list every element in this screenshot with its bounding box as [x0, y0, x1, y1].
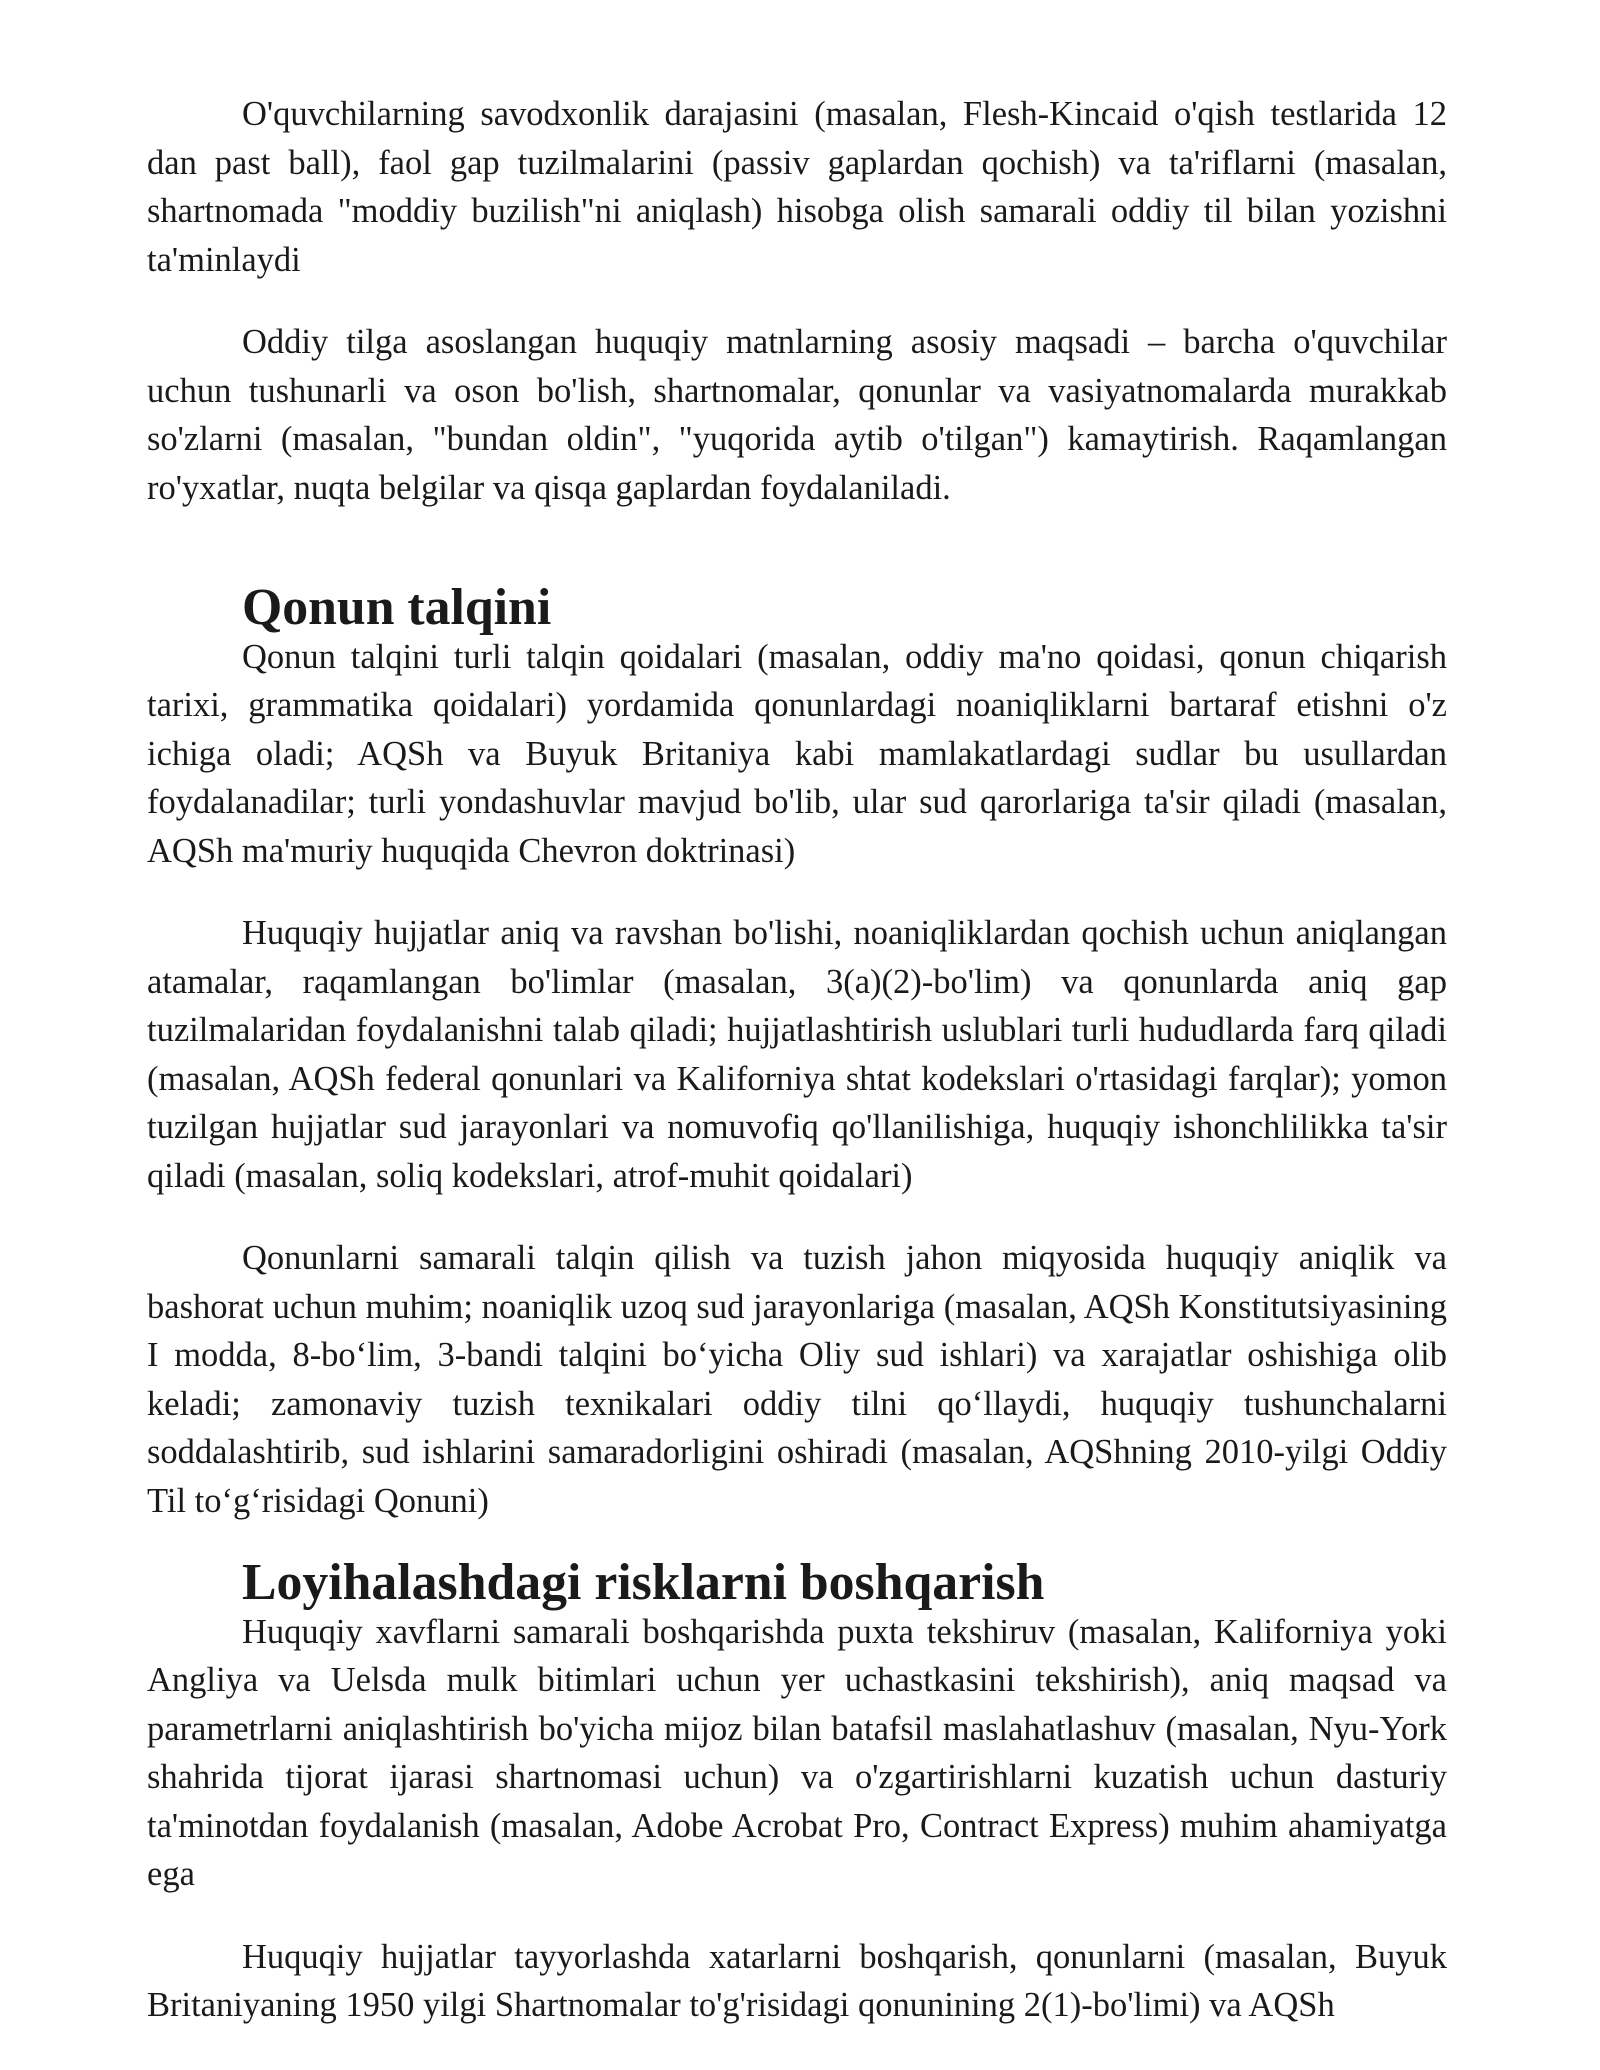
body-paragraph: Qonunlarni samarali talqin qilish va tuzish jahon miqyosida huquqiy aniqlik va bashorat uchun muhim; noaniqlik uzoq sud jarayonlariga (masalan, AQSh Konstitutsiyasining I modda, 8-bo‘lim, 3-bandi talqini bo‘yicha Oliy sud ishlari) va xarajatlar oshishiga olib keladi; zamonaviy tuzish texnikalari oddiy tilni qo‘llaydi, huquqiy tushunchalarni soddalashtirib, sud ishlarini samaradorligini oshiradi (masalan, AQShning 2010-yilgi Oddiy Til to‘g‘risidagi Qonuni): [147, 1239, 1447, 1520]
section-body: [147, 633, 1447, 1526]
body-paragraph: O'quvchilarning savodxonlik darajasini (masalan, Flesh-Kincaid o'qish testlarida 12 dan past ball), faol gap tuzilmalarini (passiv gaplardan qochish) va ta'riflarni (masalan, shartnomada "moddiy buzilish"ni aniqlash) hisobga olish samarali oddiy til bilan yozishni ta'minlaydi: [147, 95, 1447, 279]
section-body: [147, 1608, 1447, 2030]
document-page: [147, 90, 1447, 2030]
body-paragraph: Huquqiy xavflarni samarali boshqarishda puxta tekshiruv (masalan, Kaliforniya yoki Angliya va Uelsda mulk bitimlari uchun yer uchastkasini tekshirish), aniq maqsad va parametrlarni aniqlashtirish bo'yicha mijoz bilan batafsil maslahatlashuv (masalan, Nyu-York shahrida tijorat ijarasi shartnomasi uchun) va o'zgartirishlarni kuzatish uchun dasturiy ta'minotdan foydalanish (masalan, Adobe Acrobat Pro, Contract Express) muhim ahamiyatga ega: [147, 1612, 1447, 1893]
body-paragraph: Huquqiy hujjatlar tayyorlashda xatarlarni boshqarish, qonunlarni (masalan, Buyuk Britaniyaning 1950 yilgi Shartnomalar to'g'risidagi qonunining 2(1)-bo'limi) va AQSh: [147, 1937, 1447, 2024]
section-heading: Qonun talqini: [242, 579, 552, 636]
body-paragraph: Oddiy tilga asoslangan huquqiy matnlarning asosiy maqsadi – barcha o'quvchilar uchun tushunarli va oson bo'lish, shartnomalar, qonunlar va vasiyatnomalarda murakkab so'zlarni (masalan, "bundan oldin", "yuqorida aytib o'tilgan") kamaytirish. Raqamlangan ro'yxatlar, nuqta belgilar va qisqa gaplardan foydalaniladi.: [147, 323, 1447, 507]
body-paragraph: Huquqiy hujjatlar aniq va ravshan bo'lishi, noaniqliklardan qochish uchun aniqlangan atamalar, raqamlangan bo'limlar (masalan, 3(a)(2)-bo'lim) va qonunlarda aniq gap tuzilmalaridan foydalanishni talab qiladi; hujjatlashtirish uslublari turli hududlarda farq qiladi (masalan, AQSh federal qonunlari va Kaliforniya shtat kodekslari o'rtasidagi farqlar); yomon tuzilgan hujjatlar sud jarayonlari va nomuvofiq qo'llanilishiga, huquqiy ishonchlilikka ta'sir qiladi (masalan, soliq kodekslari, atrof-muhit qoidalari): [147, 914, 1447, 1195]
section-heading: Loyihalashdagi risklarni boshqarish: [242, 1554, 1045, 1611]
body-paragraph: Qonun talqini turli talqin qoidalari (masalan, oddiy ma'no qoidasi, qonun chiqarish tarixi, grammatika qoidalari) yordamida qonunlardagi noaniqliklarni bartaraf etishni o'z ichiga oladi; AQSh va Buyuk Britaniya kabi mamlakatlardagi sudlar bu usullardan foydalanadilar; turli yondashuvlar mavjud bo'lib, ular sud qarorlariga ta'sir qiladi (masalan, AQSh ma'muriy huquqida Chevron doktrinasi): [147, 637, 1447, 870]
